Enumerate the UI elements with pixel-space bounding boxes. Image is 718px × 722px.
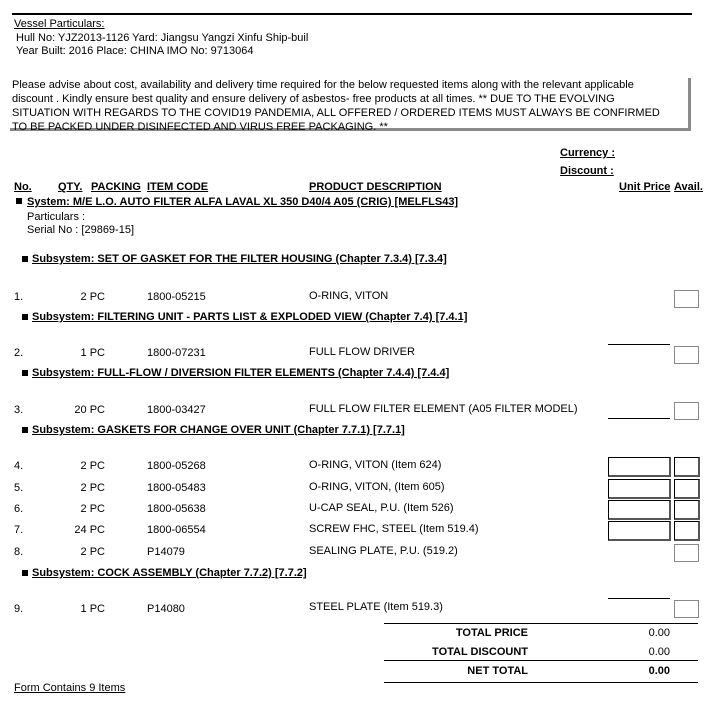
top-rule (12, 13, 692, 15)
avail-input[interactable] (674, 457, 700, 477)
item-no: 8. (14, 546, 24, 558)
notice-line: discount . Kindly ensure best quality and ensure delivery of asbestos- free products at all times. ** DUE TO THE EVOLVING (12, 93, 615, 105)
form-item-count: Form Contains 9 Items (14, 682, 126, 694)
item-no: 6. (14, 503, 24, 515)
notice-line: SITUATION WITH REGARDS TO THE COVID19 PANDEMIA, ALL OFFERED / ORDERED ITEMS MUST ALWAYS BE CONFIRMED (12, 107, 660, 119)
bullet-icon (22, 370, 28, 376)
item-description: O-RING, VITON (309, 290, 389, 302)
avail-input[interactable] (674, 600, 699, 618)
vessel-heading: Vessel Particulars: (14, 18, 105, 30)
col-no: No. (14, 181, 32, 193)
avail-input[interactable] (674, 500, 700, 520)
item-code: 1800-05638 (147, 503, 206, 515)
vessel-year-line: Year Built: 2016 Place: CHINA IMO No: 9713064 (16, 45, 254, 57)
unit-price-input[interactable] (608, 521, 671, 541)
subsystem-title: Subsystem: COCK ASSEMBLY (Chapter 7.7.2) [7.7.2] (32, 567, 307, 579)
subsystem-title: Subsystem: FILTERING UNIT - PARTS LIST & EXPLODED VIEW (Chapter 7.4) [7.4.1] (32, 311, 468, 323)
item-code: 1800-05483 (147, 482, 206, 494)
item-qty: 1 PC (80, 603, 105, 615)
bullet-icon (22, 314, 28, 320)
item-qty: 2 PC (80, 503, 105, 515)
avail-input[interactable] (674, 402, 699, 420)
item-description: FULL FLOW FILTER ELEMENT (A05 FILTER MODEL) (309, 403, 578, 415)
item-description: STEEL PLATE (Item 519.3) (309, 601, 443, 613)
discount-label: Discount : (560, 165, 614, 177)
avail-input[interactable] (674, 290, 699, 308)
item-description: SCREW FHC, STEEL (Item 519.4) (309, 523, 479, 535)
item-description: O-RING, VITON (Item 624) (309, 459, 442, 471)
item-description: FULL FLOW DRIVER (309, 346, 415, 358)
item-code: 1800-05215 (147, 291, 206, 303)
bullet-icon (16, 198, 22, 204)
item-qty: 2 PC (80, 291, 105, 303)
item-qty: 2 PC (80, 546, 105, 558)
unit-price-underline (608, 598, 670, 599)
avail-input[interactable] (674, 346, 699, 364)
system-title: System: M/E L.O. AUTO FILTER ALFA LAVAL XL 350 D40/4 A05 (CRIG) [MELFLS43] (27, 196, 459, 208)
col-product-description: PRODUCT DESCRIPTION (309, 181, 442, 193)
notice-box (10, 78, 691, 131)
notice-line: Please advise about cost, availability and delivery time required for the below requested items along with the relevant applicable (12, 79, 634, 91)
system-particulars: Particulars : (27, 211, 86, 223)
item-no: 1. (14, 291, 24, 303)
col-packing: PACKING (91, 181, 141, 193)
item-qty: 20 PC (74, 404, 105, 416)
item-no: 7. (14, 524, 24, 536)
totals-mid-rule (384, 660, 698, 661)
bullet-icon (22, 427, 28, 433)
unit-price-input[interactable] (608, 457, 671, 477)
item-qty: 2 PC (80, 482, 105, 494)
item-code: 1800-05268 (147, 460, 206, 472)
col-item-code: ITEM CODE (147, 181, 209, 193)
currency-label: Currency : (560, 147, 616, 159)
unit-price-input[interactable] (608, 479, 671, 499)
subsystem-title: Subsystem: FULL-FLOW / DIVERSION FILTER ELEMENTS (Chapter 7.4.4) [7.4.4] (32, 367, 450, 379)
avail-input[interactable] (674, 521, 700, 541)
item-qty: 24 PC (74, 524, 105, 536)
item-code: 1800-06554 (147, 524, 206, 536)
totals-bottom-rule (384, 682, 698, 683)
total-discount-value: 0.00 (648, 646, 670, 658)
col-avail: Avail. (674, 181, 703, 193)
subsystem-title: Subsystem: GASKETS FOR CHANGE OVER UNIT (Chapter 7.7.1) [7.7.1] (32, 424, 405, 436)
item-description: SEALING PLATE, P.U. (519.2) (309, 545, 458, 557)
item-qty: 2 PC (80, 460, 105, 472)
item-qty: 1 PC (80, 347, 105, 359)
total-price-value: 0.00 (648, 627, 670, 639)
item-no: 4. (14, 460, 24, 472)
total-price-label: TOTAL PRICE (455, 627, 528, 639)
avail-input[interactable] (674, 479, 700, 499)
item-code: 1800-07231 (147, 347, 206, 359)
item-code: P14080 (147, 603, 185, 615)
bullet-icon (22, 570, 28, 576)
unit-price-underline (608, 418, 670, 419)
unit-price-underline (608, 344, 670, 345)
subsystem-title: Subsystem: SET OF GASKET FOR THE FILTER HOUSING (Chapter 7.3.4) [7.3.4] (32, 253, 447, 265)
item-code: 1800-03427 (147, 404, 206, 416)
vessel-hull-line: Hull No: YJZ2013-1126 Yard: Jiangsu Yangzi Xinfu Ship-buil (16, 32, 309, 44)
item-description: U-CAP SEAL, P.U. (Item 526) (309, 502, 454, 514)
notice-line: TO BE PACKED UNDER DISINFECTED AND VIRUS FREE PACKAGING. ** (12, 121, 388, 133)
totals-top-rule (384, 623, 698, 624)
item-no: 9. (14, 603, 24, 615)
unit-price-input[interactable] (608, 500, 671, 520)
col-qty: QTY. (58, 181, 83, 193)
avail-input[interactable] (674, 544, 699, 562)
item-description: O-RING, VITON, (Item 605) (309, 481, 445, 493)
bullet-icon (22, 256, 28, 262)
system-serial: Serial No : [29869-15] (27, 224, 135, 236)
total-discount-label: TOTAL DISCOUNT (432, 646, 528, 658)
net-total-label: NET TOTAL (467, 665, 528, 677)
item-no: 3. (14, 404, 24, 416)
item-no: 5. (14, 482, 24, 494)
item-code: P14079 (147, 546, 185, 558)
item-no: 2. (14, 347, 24, 359)
net-total-value: 0.00 (648, 665, 670, 677)
col-unit-price: Unit Price (619, 181, 671, 193)
